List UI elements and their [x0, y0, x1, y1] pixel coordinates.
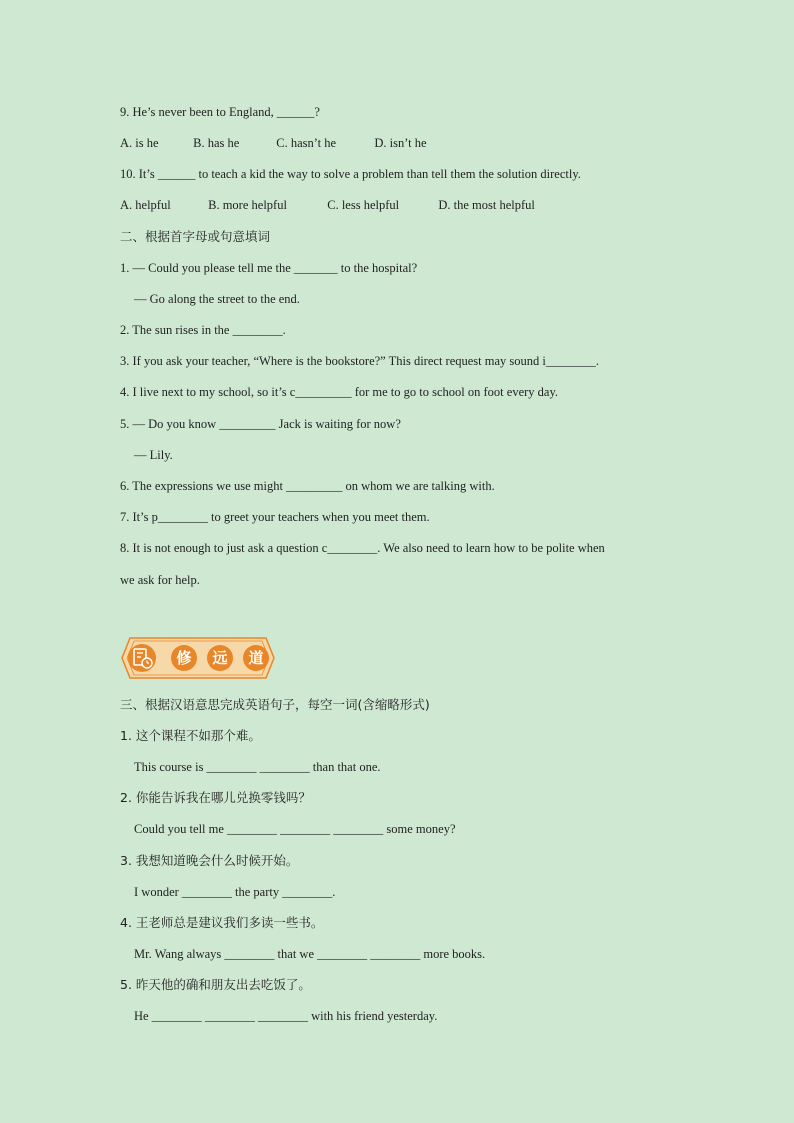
- s2-item: 6. The expressions we use might _________ on whom we are talking with.: [120, 479, 495, 493]
- s3-chinese: 3. 我想知道晚会什么时候开始。: [120, 853, 299, 868]
- option-d: D. isn’t he: [374, 136, 427, 150]
- s3-english: This course is ________ ________ than that one.: [134, 760, 381, 774]
- s2-item: 4. I live next to my school, so it’s c_________ for me to go to school on foot every day.: [120, 385, 559, 399]
- option-c: C. hasn’t he: [276, 136, 337, 150]
- option-b: B. more helpful: [208, 198, 287, 212]
- s3-english: Mr. Wang always ________ that we ________ ________ more books.: [134, 947, 486, 961]
- s3-chinese: 5. 昨天他的确和朋友出去吃饭了。: [120, 977, 311, 992]
- s2-item: we ask for help.: [120, 573, 200, 587]
- option-c: C. less helpful: [327, 198, 400, 212]
- banner-char: 道: [243, 645, 269, 671]
- s2-item: 7. It’s p________ to greet your teachers when you meet them.: [120, 510, 430, 524]
- option-a: A. is he: [120, 136, 159, 150]
- question-9: 9. He’s never been to England, ______?: [120, 105, 320, 119]
- section-3-heading: 三、根据汉语意思完成英语句子，每空一词(含缩略形式): [120, 697, 430, 712]
- question-10-options: [120, 197, 535, 213]
- s3-chinese: 1. 这个课程不如那个难。: [120, 728, 261, 743]
- s3-english: Could you tell me ________ ________ ________ some money?: [134, 822, 456, 836]
- option-a: A. helpful: [120, 198, 171, 212]
- s3-chinese: 2. 你能告诉我在哪儿兑换零钱吗？: [120, 790, 311, 805]
- question-9-options: [120, 135, 427, 151]
- option-d: D. the most helpful: [438, 198, 535, 212]
- s3-english: I wonder ________ the party ________.: [134, 885, 336, 899]
- s2-item: — Go along the street to the end.: [134, 292, 300, 306]
- banner-char: 修: [171, 645, 197, 671]
- banner-char: 远: [207, 645, 233, 671]
- option-b: B. has he: [193, 136, 240, 150]
- s2-item: 8. It is not enough to just ask a question c________. We also need to learn how to be polite when: [120, 541, 605, 555]
- section-2-heading: 二、根据首字母或句意填词: [120, 229, 271, 244]
- question-10: 10. It’s ______ to teach a kid the way to solve a problem than tell them the solution directly.: [120, 167, 581, 181]
- s3-chinese: 4. 王老师总是建议我们多读一些书。: [120, 915, 324, 930]
- s2-item: — Lily.: [134, 448, 173, 462]
- s2-item: 2. The sun rises in the ________.: [120, 323, 286, 337]
- s3-english: He ________ ________ ________ with his friend yesterday.: [134, 1009, 438, 1023]
- s2-item: 5. — Do you know _________ Jack is waiting for now?: [120, 417, 401, 431]
- section-banner: [120, 636, 276, 680]
- s2-item: 3. If you ask your teacher, “Where is the bookstore?” This direct request may sound i________.: [120, 354, 599, 368]
- s2-item: 1. — Could you please tell me the _______ to the hospital?: [120, 261, 418, 275]
